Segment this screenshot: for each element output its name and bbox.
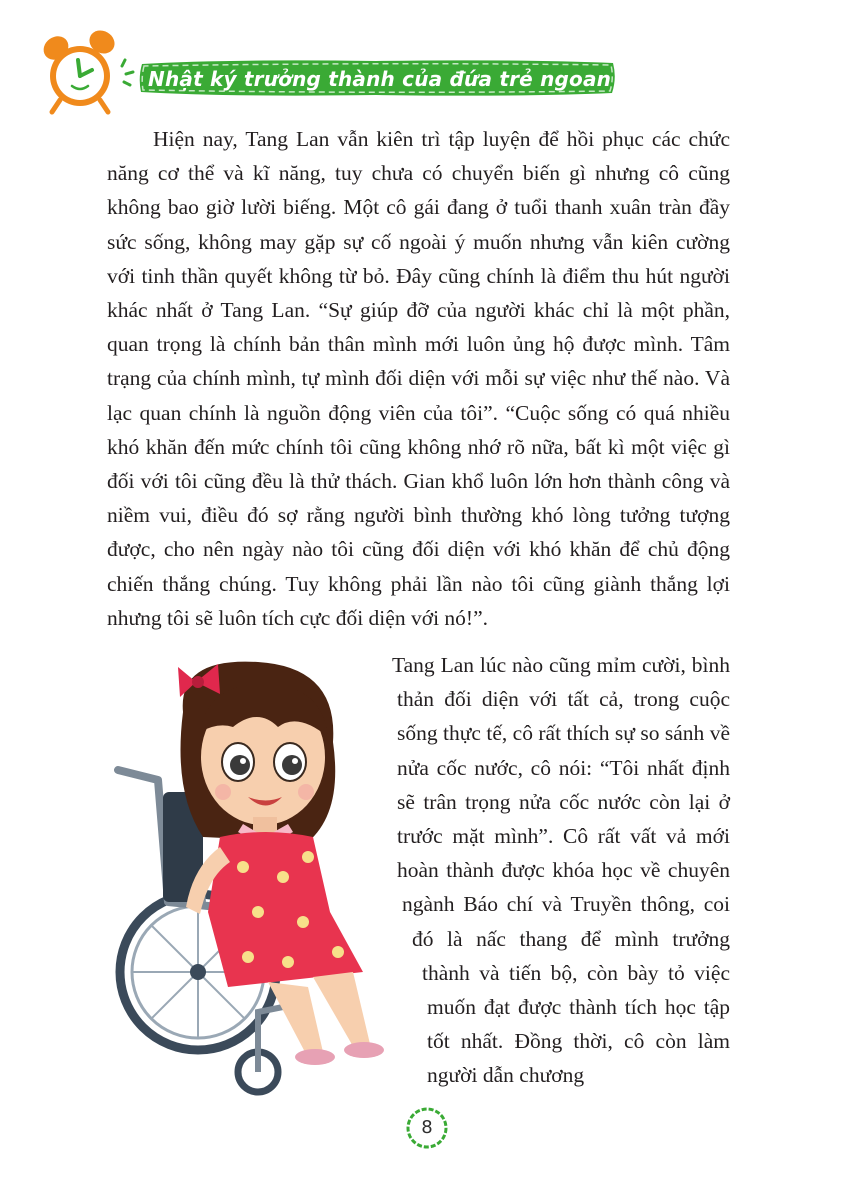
wrap-spacer bbox=[107, 1024, 427, 1058]
wrap-spacer bbox=[107, 682, 377, 716]
wrap-spacer bbox=[107, 751, 369, 785]
body-paragraph-2-text: Tang Lan lúc nào cũng mỉm cười, bình thản đối diện với tất cả, trong cuộc sống thực tế, cô rất thích sự so sánh về nửa cốc nước, cô nói: “Tôi nhất định sẽ trân trọng nửa cốc nước còn lại ở trước mặt mình”. Cô rất vất vả mới hoàn thành được khóa học về chuyên ngành Báo chí và Truyền thông, coi đó là nấc thang để mình trưởng thành và tiến bộ, còn bày tỏ việc muốn đạt được thành tích học tập tốt nhất. Đồng thời, cô còn làm người dẫn chương bbox=[392, 653, 730, 1088]
wrap-spacer bbox=[107, 956, 412, 990]
wrap-spacer bbox=[107, 990, 422, 1024]
wrap-spacer bbox=[107, 716, 369, 750]
wrap-spacer bbox=[107, 887, 397, 921]
header-title: Nhật ký trưởng thành của đứa trẻ ngoan bbox=[148, 67, 612, 91]
wrap-spacer bbox=[107, 922, 402, 956]
page-header bbox=[38, 28, 612, 118]
wrap-spacer bbox=[107, 819, 369, 853]
alarm-clock-icon bbox=[38, 28, 138, 118]
wrap-spacer bbox=[107, 648, 392, 682]
page-number: 8 bbox=[421, 1117, 433, 1138]
body-paragraph-1: Hiện nay, Tang Lan vẫn kiên trì tập luyện để hồi phục các chức năng cơ thể và kĩ năng, tuy chưa có chuyển biến gì nhưng cô cũng không bao giờ lười biếng. Một cô gái đang ở tuổi thanh xuân tràn đầy sức sống, không may gặp sự cố ngoài ý muốn nhưng vẫn kiên cường với tinh thần quyết không từ bỏ. Đây cũng chính là điểm thu hút người khác nhất ở Tang Lan. “Sự giúp đỡ của người khác chỉ là một phần, quan trọng là chính bản thân mình mới luôn ủng hộ được mình. Tâm trạng của chính mình, tự mình đối diện với mỗi sự việc như thế nào. Và lạc quan chính là nguồn động viên của tôi”. “Cuộc sống có quá nhiều khó khăn đến mức chính tôi cũng không nhớ rõ nữa, bất kì một việc gì đối với tôi cũng đều là thử thách. Gian khổ luôn lớn hơn thành công và niềm vui, điều đó sợ rằng người bình thường khó lòng tưởng tượng được, cho nên ngày nào tôi cũng đối diện với khó khăn để chủ động chiến thắng chúng. Tuy không phải lần nào tôi cũng giành thắng lợi nhưng tôi sẽ luôn tích cực đối diện với nó!”. bbox=[107, 127, 730, 630]
wrap-spacer bbox=[107, 853, 387, 887]
wrap-spacer bbox=[107, 1058, 427, 1092]
body-paragraph-2 bbox=[107, 648, 730, 1093]
wrap-spacer bbox=[107, 785, 369, 819]
